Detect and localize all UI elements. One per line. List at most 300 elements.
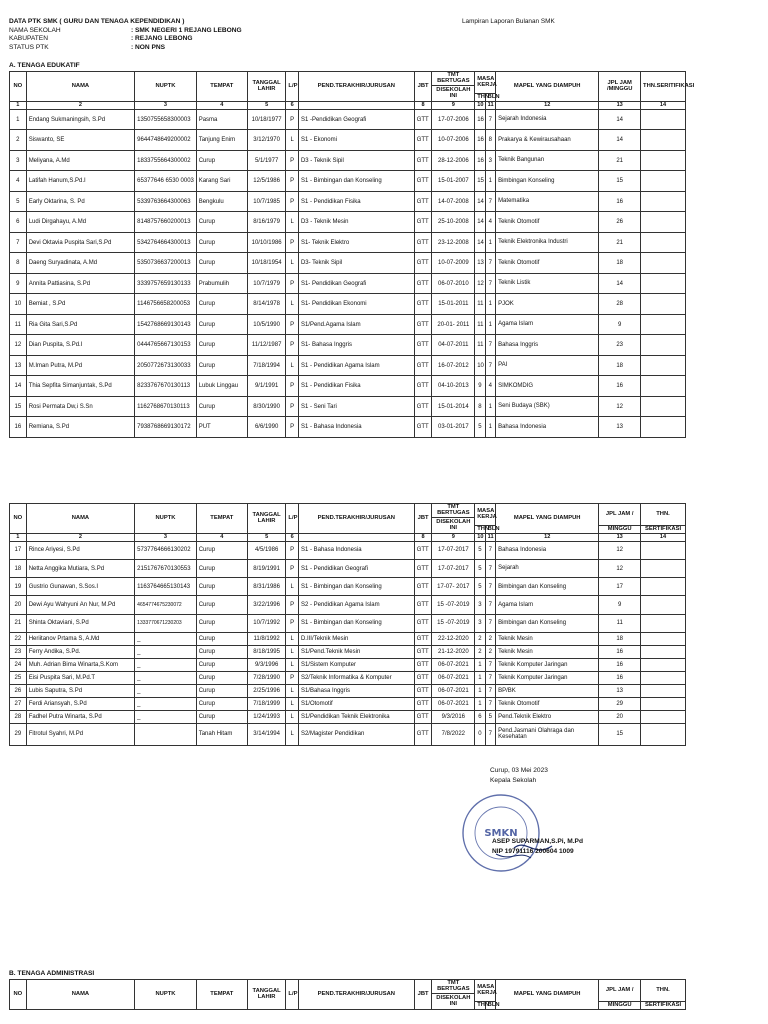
cell-jpl: 13 [599, 417, 641, 438]
col-tanggal-lahir: TANGGAL LAHIR [247, 980, 286, 1010]
cell-bln: 1 [485, 171, 495, 192]
signature-name-block [492, 837, 583, 857]
cell-jpl: 16 [599, 645, 641, 658]
cell-no: 21 [10, 614, 27, 632]
column-number: 4 [196, 101, 247, 109]
column-number: 14 [641, 533, 686, 541]
cell-sert [641, 335, 686, 356]
cell-thn: 16 [475, 130, 485, 151]
cell-jbt: GTT [414, 632, 432, 645]
cell-jpl: 15 [599, 723, 641, 745]
column-number: 6 [286, 101, 299, 109]
administrasi-table [9, 979, 686, 1010]
cell-thn: 11 [475, 314, 485, 335]
column-number: 5 [247, 101, 286, 109]
col-masa-kerja: MASA KERJA [475, 504, 496, 526]
column-number: 2 [26, 533, 134, 541]
cell-lp: L [286, 684, 299, 697]
cell-tgl: 10/7/1979 [247, 273, 286, 294]
cell-bln: 7 [485, 191, 495, 212]
table-row [10, 335, 686, 356]
cell-nama: Eisi Puspita Sari, M.Pd.T [26, 671, 134, 684]
edukatif-table-2 [9, 503, 686, 746]
cell-bln: 8 [485, 130, 495, 151]
cell-lp: L [286, 578, 299, 596]
cell-lp: L [286, 130, 299, 151]
cell-tempat: Curup [196, 232, 247, 253]
cell-pend: S1 - Pendidikan Fisika [298, 376, 414, 397]
cell-no: 24 [10, 658, 27, 671]
cell-sert [641, 109, 686, 130]
cell-pend: S1/Pend.Agama Islam [298, 314, 414, 335]
cell-tmt: 25-10-2008 [432, 212, 475, 233]
col-thn: THN [475, 1001, 485, 1009]
cell-nuptk: 5350736637200013 [135, 253, 197, 274]
col-disekolah: DISEKOLAH INI [432, 993, 475, 1009]
cell-tmt: 17-07- 2017 [432, 578, 475, 596]
cell-thn: 14 [475, 232, 485, 253]
cell-nuptk: 2151767670130553 [135, 560, 197, 578]
cell-nuptk: 2050772673130033 [135, 355, 197, 376]
table-row [10, 232, 686, 253]
cell-nuptk [135, 723, 197, 745]
cell-sert [641, 294, 686, 315]
cell-bln: 3 [485, 150, 495, 171]
cell-tgl: 10/18/1954 [247, 253, 286, 274]
cell-nuptk: 8233767670130113 [135, 376, 197, 397]
cell-no: 8 [10, 253, 27, 274]
cell-jpl: 28 [599, 294, 641, 315]
cell-mapel: Teknik Elektronika Industri [496, 232, 599, 253]
cell-jbt: GTT [414, 710, 432, 723]
cell-sert [641, 658, 686, 671]
cell-tmt: 04-10-2013 [432, 376, 475, 397]
cell-pend: S1 - Pendidikan Fisika [298, 191, 414, 212]
cell-no: 4 [10, 171, 27, 192]
cell-bln: 1 [485, 314, 495, 335]
col-bln: BLN [485, 1001, 495, 1009]
col-jpl: JPL JAM /MINGGU [599, 72, 641, 102]
col-sertifikasi: THN. [641, 980, 686, 1002]
cell-pend: S1 -Pendidikan Geografi [298, 109, 414, 130]
column-number: 1 [10, 533, 27, 541]
cell-nama: Fadhel Putra Winarta, S.Pd [26, 710, 134, 723]
cell-tmt: 17-07-2006 [432, 109, 475, 130]
cell-tgl: 8/30/1990 [247, 396, 286, 417]
cell-mapel: Teknik Komputer Jaringan [496, 671, 599, 684]
col-tmt: TMT BERTUGAS [432, 504, 475, 518]
cell-sert [641, 396, 686, 417]
cell-tgl: 9/3/1996 [247, 658, 286, 671]
col-jbt: JBT [414, 980, 432, 1010]
column-number-row [10, 533, 686, 541]
cell-lp: P [286, 109, 299, 130]
cell-bln: 7 [485, 273, 495, 294]
cell-no: 18 [10, 560, 27, 578]
cell-pend: S1/Pend.Teknik Mesin [298, 645, 414, 658]
cell-bln: 1 [485, 396, 495, 417]
cell-tgl: 8/18/1995 [247, 645, 286, 658]
cell-tgl: 8/31/1986 [247, 578, 286, 596]
signature-nip: NIP 19791116 200604 1009 [492, 848, 574, 855]
cell-nama: Rosi Permata Dw,i S.Sn [26, 396, 134, 417]
table-row [10, 150, 686, 171]
column-number: 10 [475, 533, 485, 541]
cell-pend: S1 - Bimbingan dan Konseling [298, 578, 414, 596]
cell-tempat: Curup [196, 314, 247, 335]
cell-mapel: Pend.Teknik Elektro [496, 710, 599, 723]
table-row [10, 645, 686, 658]
col-no: NO [10, 504, 27, 534]
cell-jbt: GTT [414, 596, 432, 614]
cell-sert [641, 376, 686, 397]
cell-tgl: 10/18/1977 [247, 109, 286, 130]
cell-nama: Annita Pattiasina, S.Pd [26, 273, 134, 294]
cell-tempat: Pasma [196, 109, 247, 130]
cell-jpl: 16 [599, 671, 641, 684]
cell-tempat: Curup [196, 212, 247, 233]
cell-thn: 3 [475, 596, 485, 614]
cell-sert [641, 541, 686, 559]
cell-tmt: 15 -07-2019 [432, 614, 475, 632]
col-tmt: TMT BERTUGAS [432, 72, 475, 86]
cell-pend: S1 - Pendidikan Geografi [298, 560, 414, 578]
cell-jpl: 18 [599, 632, 641, 645]
cell-lp: P [286, 150, 299, 171]
cell-bln: 7 [485, 560, 495, 578]
column-number: 11 [485, 101, 495, 109]
cell-sert [641, 710, 686, 723]
cell-mapel: Teknik Mesin [496, 632, 599, 645]
cell-lp: L [286, 710, 299, 723]
cell-lp: L [286, 253, 299, 274]
col-disekolah: DISEKOLAH INI [432, 85, 475, 101]
col-sertifikasi-2: SERTIFIKASI [641, 1001, 686, 1009]
cell-lp: P [286, 614, 299, 632]
cell-tempat: Curup [196, 396, 247, 417]
cell-mapel: Sejarah Indonesia [496, 109, 599, 130]
cell-tempat: Curup [196, 658, 247, 671]
col-no: NO [10, 72, 27, 102]
cell-tmt: 15-01-2007 [432, 171, 475, 192]
col-bln: BLN [485, 93, 495, 101]
cell-jpl: 9 [599, 314, 641, 335]
cell-lp: P [286, 376, 299, 397]
cell-tgl: 3/22/1996 [247, 596, 286, 614]
cell-no: 5 [10, 191, 27, 212]
cell-bln: 7 [485, 578, 495, 596]
cell-no: 6 [10, 212, 27, 233]
cell-sert [641, 314, 686, 335]
table-row [10, 314, 686, 335]
col-sertifikasi: THN. [641, 504, 686, 526]
cell-pend: S1/Sistem Komputer [298, 658, 414, 671]
cell-jpl: 9 [599, 596, 641, 614]
col-tempat: TEMPAT [196, 980, 247, 1010]
col-tmt: TMT BERTUGAS [432, 980, 475, 994]
cell-bln: 7 [485, 355, 495, 376]
cell-nuptk: 1333770671230203 [135, 614, 197, 632]
edukatif-table-1 [9, 71, 695, 438]
cell-nama: Muh. Adrian Bima Winarta,S.Kom [26, 658, 134, 671]
col-jpl-minggu: MINGGU [599, 1001, 641, 1009]
cell-mapel: Teknik Otomotif [496, 212, 599, 233]
cell-no: 3 [10, 150, 27, 171]
cell-bln: 7 [485, 723, 495, 745]
cell-tmt: 16-07-2012 [432, 355, 475, 376]
column-number: 12 [496, 101, 599, 109]
cell-thn: 16 [475, 109, 485, 130]
cell-thn: 2 [475, 645, 485, 658]
cell-jpl: 14 [599, 130, 641, 151]
cell-mapel: PAI [496, 355, 599, 376]
cell-nuptk: 1146756658200053 [135, 294, 197, 315]
cell-tgl: 8/19/1991 [247, 560, 286, 578]
cell-sert [641, 212, 686, 233]
cell-tmt: 17-07-2017 [432, 560, 475, 578]
cell-tmt: 06-07-2021 [432, 684, 475, 697]
cell-no: 2 [10, 130, 27, 151]
col-sertifikasi: THN.SERITIFIKASI [641, 72, 686, 102]
cell-pend: S1- Teknik Elektro [298, 232, 414, 253]
column-number: 13 [599, 101, 641, 109]
cell-tmt: 28-12-2006 [432, 150, 475, 171]
table-row [10, 578, 686, 596]
cell-tmt: 10-07-2006 [432, 130, 475, 151]
cell-tempat: Tanah Hitam [196, 723, 247, 745]
col-mapel: MAPEL YANG DIAMPUH [496, 504, 599, 534]
column-number: 9 [432, 101, 475, 109]
cell-nama: Heriitanov Prtama S, A.Md [26, 632, 134, 645]
cell-tgl: 8/16/1979 [247, 212, 286, 233]
lampiran-label: Lampiran Laporan Bulanan SMK [462, 18, 555, 25]
field-nama-sekolah: NAMA SEKOLAH : SMK NEGERI 1 REJANG LEBONG [9, 26, 242, 34]
col-tanggal-lahir: TANGGAL LAHIR [247, 72, 286, 102]
document-title: DATA PTK SMK ( GURU DAN TENAGA KEPENDIDIKAN ) [9, 18, 185, 25]
cell-thn: 5 [475, 541, 485, 559]
cell-nuptk: 5737764666130202 [135, 541, 197, 559]
cell-jbt: GTT [414, 723, 432, 745]
cell-tgl: 10/7/1985 [247, 191, 286, 212]
cell-sert [641, 684, 686, 697]
col-mapel: MAPEL YANG DIAMPUH [496, 980, 599, 1010]
cell-tempat: Curup [196, 697, 247, 710]
cell-lp: P [286, 273, 299, 294]
cell-thn: 14 [475, 212, 485, 233]
cell-tempat: Curup [196, 632, 247, 645]
cell-bln: 4 [485, 212, 495, 233]
cell-mapel: Bahasa Indonesia [496, 417, 599, 438]
col-bln: BLN [485, 525, 495, 533]
cell-lp: P [286, 191, 299, 212]
cell-nuptk: 9644748649200002 [135, 130, 197, 151]
col-pend: PEND.TERAKHIR/JURUSAN [298, 504, 414, 534]
cell-jpl: 12 [599, 541, 641, 559]
cell-nama: Ludi Dirgahayu, A.Md [26, 212, 134, 233]
cell-lp: P [286, 232, 299, 253]
cell-lp: P [286, 171, 299, 192]
cell-mapel: Bimbingan Konseling [496, 171, 599, 192]
cell-sert [641, 723, 686, 745]
cell-tempat: Curup [196, 671, 247, 684]
cell-jbt: GTT [414, 541, 432, 559]
cell-tgl: 2/25/1996 [247, 684, 286, 697]
cell-nuptk: 1350755658300003 [135, 109, 197, 130]
cell-lp: P [286, 596, 299, 614]
cell-thn: 11 [475, 335, 485, 356]
cell-nuptk: _ [135, 710, 197, 723]
cell-bln: 7 [485, 658, 495, 671]
cell-no: 11 [10, 314, 27, 335]
cell-lp: P [286, 417, 299, 438]
cell-nama: Rince Ariyesi, S.Pd [26, 541, 134, 559]
cell-no: 12 [10, 335, 27, 356]
table-row [10, 273, 686, 294]
table-row [10, 109, 686, 130]
cell-jbt: GTT [414, 671, 432, 684]
cell-lp: P [286, 396, 299, 417]
cell-thn: 14 [475, 191, 485, 212]
cell-pend: S1- Bahasa Inggris [298, 335, 414, 356]
col-nuptk: NUPTK [135, 980, 197, 1010]
table-row [10, 684, 686, 697]
table-row [10, 632, 686, 645]
cell-thn: 16 [475, 150, 485, 171]
col-lp: L/P [286, 72, 299, 102]
cell-jbt: GTT [414, 560, 432, 578]
cell-tmt: 06-07-2021 [432, 697, 475, 710]
cell-nama: M.Iman Putra, M.Pd [26, 355, 134, 376]
col-nuptk: NUPTK [135, 504, 197, 534]
cell-sert [641, 273, 686, 294]
cell-jbt: GTT [414, 355, 432, 376]
cell-tgl: 7/18/1999 [247, 697, 286, 710]
field-kabupaten: KABUPATEN : REJANG LEBONG [9, 35, 193, 43]
cell-jpl: 12 [599, 560, 641, 578]
column-number: 4 [196, 533, 247, 541]
column-number: 13 [599, 533, 641, 541]
cell-no: 1 [10, 109, 27, 130]
cell-jpl: 14 [599, 109, 641, 130]
svg-text:SMKN: SMKN [484, 828, 518, 839]
cell-jpl: 16 [599, 658, 641, 671]
cell-mapel: Pend.Jasmani Olahraga dan Kesehatan [496, 723, 599, 745]
cell-jbt: GTT [414, 614, 432, 632]
cell-tempat: Lubuk Linggau [196, 376, 247, 397]
table-row [10, 560, 686, 578]
cell-jpl: 29 [599, 697, 641, 710]
cell-nama: Ferry Andika, S.Pd. [26, 645, 134, 658]
cell-pend: S1 - Seni Tari [298, 396, 414, 417]
cell-tgl: 10/10/1986 [247, 232, 286, 253]
col-nuptk: NUPTK [135, 72, 197, 102]
column-number: 1 [10, 101, 27, 109]
col-lp: L/P [286, 504, 299, 534]
cell-jbt: GTT [414, 335, 432, 356]
cell-nama: Dewi Ayu Wahyuni An Nur, M.Pd [26, 596, 134, 614]
section-a-title: A. TENAGA EDUKATIF [9, 62, 80, 69]
cell-thn: 5 [475, 417, 485, 438]
cell-thn: 2 [475, 632, 485, 645]
col-nama: NAMA [26, 504, 134, 534]
col-masa-kerja: MASA KERJA [475, 72, 496, 94]
school-stamp [456, 788, 546, 878]
cell-pend: S1/Pendidikan Teknik Elektronika [298, 710, 414, 723]
cell-no: 9 [10, 273, 27, 294]
signature-block [490, 766, 548, 786]
cell-jpl: 13 [599, 684, 641, 697]
cell-lp: L [286, 632, 299, 645]
col-nama: NAMA [26, 72, 134, 102]
cell-tmt: 23-12-2008 [432, 232, 475, 253]
cell-pend: D3- Teknik Sipil [298, 253, 414, 274]
cell-bln: 7 [485, 697, 495, 710]
cell-no: 28 [10, 710, 27, 723]
cell-nuptk: 5339763664300063 [135, 191, 197, 212]
cell-tmt: 17-07-2017 [432, 541, 475, 559]
cell-tgl: 11/8/1992 [247, 632, 286, 645]
cell-sert [641, 697, 686, 710]
cell-jbt: GTT [414, 212, 432, 233]
cell-tempat: Curup [196, 560, 247, 578]
cell-jbt: GTT [414, 273, 432, 294]
col-no: NO [10, 980, 27, 1010]
cell-pend: S1 - Ekonomi [298, 130, 414, 151]
cell-nama: Devi Oktavia Puspita Sari,S.Pd [26, 232, 134, 253]
table-row [10, 253, 686, 274]
cell-thn: 11 [475, 294, 485, 315]
cell-sert [641, 232, 686, 253]
cell-nama: Lubis Saputra, S.Pd [26, 684, 134, 697]
cell-lp: P [286, 335, 299, 356]
cell-jbt: GTT [414, 171, 432, 192]
cell-no: 26 [10, 684, 27, 697]
cell-tgl: 6/6/1990 [247, 417, 286, 438]
cell-tmt: 03-01-2017 [432, 417, 475, 438]
col-sertifikasi-2: SERTIFIKASI [641, 525, 686, 533]
cell-jbt: GTT [414, 294, 432, 315]
cell-pend: S1/Bahasa Inggris [298, 684, 414, 697]
cell-no: 7 [10, 232, 27, 253]
cell-tempat: Curup [196, 645, 247, 658]
col-masa-kerja: MASA KERJA [475, 980, 496, 1002]
cell-thn: 12 [475, 273, 485, 294]
cell-mapel: Bahasa Inggris [496, 335, 599, 356]
cell-nuptk: _ [135, 697, 197, 710]
cell-jpl: 18 [599, 253, 641, 274]
signature-role: Kepala Sekolah [490, 777, 537, 784]
cell-tgl: 1/24/1993 [247, 710, 286, 723]
cell-tempat: Curup [196, 355, 247, 376]
table-row [10, 671, 686, 684]
cell-bln: 1 [485, 294, 495, 315]
cell-nama: Endang Sukmaningsih, S.Pd [26, 109, 134, 130]
cell-sert [641, 632, 686, 645]
cell-jbt: GTT [414, 645, 432, 658]
cell-jbt: GTT [414, 684, 432, 697]
cell-nama: Ferdi Ariansyah, S.Pd [26, 697, 134, 710]
table-row [10, 171, 686, 192]
cell-nuptk: _ [135, 632, 197, 645]
col-tempat: TEMPAT [196, 72, 247, 102]
cell-bln: 7 [485, 541, 495, 559]
cell-mapel: PJOK [496, 294, 599, 315]
cell-jpl: 11 [599, 614, 641, 632]
cell-tempat: Curup [196, 541, 247, 559]
col-jbt: JBT [414, 504, 432, 534]
cell-bln: 7 [485, 614, 495, 632]
cell-mapel: Agama Islam [496, 314, 599, 335]
